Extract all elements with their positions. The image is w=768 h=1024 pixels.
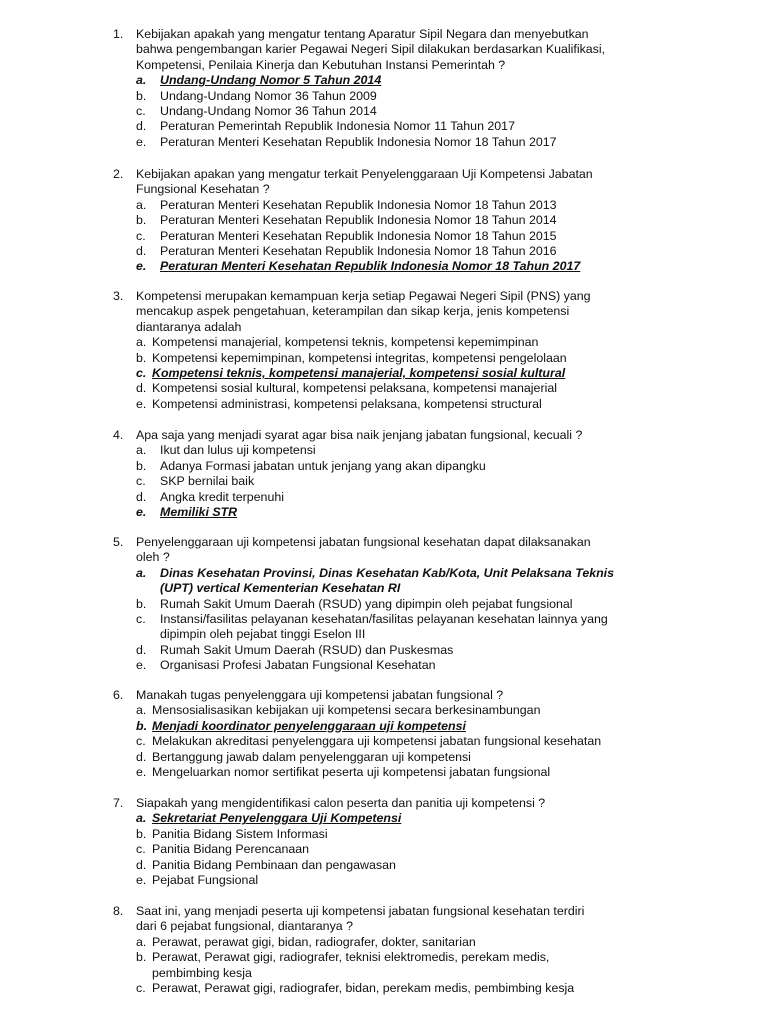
- option-a: a. Kompetensi manajerial, kompetensi teknis, kompetensi kepemimpinan: [136, 335, 539, 350]
- question-8: [113, 904, 673, 996]
- option-e: e. Kompetensi administrasi, kompetensi pelaksana, kompetensi structural: [136, 396, 542, 411]
- option-c: c. SKP bernilai baik: [136, 474, 255, 489]
- options-list: [136, 811, 673, 888]
- question-7: [113, 796, 673, 888]
- question-6: [113, 688, 673, 780]
- question-number: 6.: [113, 688, 124, 702]
- option-c: c. Instansi/fasilitas pelayanan kesehatan/fasilitas pelayanan kesehatan lainnya yang dipimpin oleh pejabat tinggi Eselon III: [136, 612, 608, 642]
- option-a: a. Perawat, perawat gigi, bidan, radiografer, dokter, sanitarian: [136, 934, 476, 949]
- question-4: [113, 428, 673, 520]
- option-a: a. Mensosialisasikan kebijakan uji kompetensi secara berkesinambungan: [136, 703, 541, 718]
- option-d: d. Peraturan Menteri Kesehatan Republik Indonesia Nomor 18 Tahun 2016: [136, 244, 557, 259]
- option-d: d. Bertanggung jawab dalam penyelenggaran uji kompetensi: [136, 749, 471, 764]
- question-number: 2.: [113, 167, 124, 181]
- option-e: e. Organisasi Profesi Jabatan Fungsional Kesehatan: [136, 658, 436, 673]
- options-list: [136, 443, 673, 520]
- option-c: c. Peraturan Menteri Kesehatan Republik Indonesia Nomor 18 Tahun 2015: [136, 228, 557, 243]
- question-number: 3.: [113, 289, 124, 303]
- option-a: a. Dinas Kesehatan Provinsi, Dinas Kesehatan Kab/Kota, Unit Pelaksana Teknis (UPT) vertical Kementerian Kesehatan RI: [136, 565, 615, 596]
- question-text: Kompetensi merupakan kemampuan kerja setiap Pegawai Negeri Sipil (PNS) yang mencakup aspek pengetahuan, keterampilan dan sikap kerja, jenis kompetensi diantaranya adalah: [136, 289, 591, 334]
- options-list: [136, 566, 673, 674]
- option-b: b. Kompetensi kepemimpinan, kompetensi integritas, kompetensi pengelolaan: [136, 350, 567, 365]
- question-2: [113, 167, 673, 275]
- option-e: e. Pejabat Fungsional: [136, 873, 259, 888]
- option-e: e. Peraturan Menteri Kesehatan Republik Indonesia Nomor 18 Tahun 2017: [136, 259, 581, 274]
- options-list: [136, 198, 673, 275]
- options-list: [136, 935, 673, 997]
- option-c: c. Panitia Bidang Perencanaan: [136, 842, 310, 857]
- question-text: Manakah tugas penyelenggara uji kompetensi jabatan fungsional ?: [136, 688, 504, 702]
- option-d: d. Peraturan Pemerintah Republik Indonesia Nomor 11 Tahun 2017: [136, 119, 515, 134]
- question-1: [113, 27, 673, 150]
- option-b: b. Peraturan Menteri Kesehatan Republik Indonesia Nomor 18 Tahun 2014: [136, 213, 557, 228]
- option-e: e. Memiliki STR: [136, 505, 238, 520]
- option-b: b. Panitia Bidang Sistem Informasi: [136, 826, 328, 841]
- question-3: [113, 289, 673, 412]
- option-c: c. Melakukan akreditasi penyelenggara uji kompetensi jabatan fungsional kesehatan: [136, 734, 602, 749]
- option-c: c. Undang-Undang Nomor 36 Tahun 2014: [136, 104, 377, 119]
- option-d: d. Panitia Bidang Pembinaan dan pengawasan: [136, 857, 396, 872]
- option-a: a. Ikut dan lulus uji kompetensi: [136, 443, 316, 458]
- question-5: [113, 535, 673, 674]
- option-d: d. Angka kredit terpenuhi: [136, 489, 284, 504]
- question-text: Saat ini, yang menjadi peserta uji kompetensi jabatan fungsional kesehatan terdiri dari 6 pejabat fungsional, diantaranya ?: [136, 904, 585, 934]
- question-number: 1.: [113, 27, 124, 41]
- option-d: d. Kompetensi sosial kultural, kompetensi pelaksana, kompetensi manajerial: [136, 381, 557, 396]
- option-b: b. Adanya Formasi jabatan untuk jenjang yang akan dipangku: [136, 458, 486, 473]
- option-e: e. Mengeluarkan nomor sertifikat peserta uji kompetensi jabatan fungsional: [136, 765, 551, 780]
- options-list: [136, 335, 673, 412]
- question-text: Penyelenggaraan uji kompetensi jabatan fungsional kesehatan dapat dilaksanakan oleh ?: [136, 535, 591, 565]
- option-c: c. Kompetensi teknis, kompetensi manajerial, kompetensi sosial kultural: [136, 366, 566, 381]
- question-number: 8.: [113, 904, 124, 918]
- question-text: Kebijakan apakah yang mengatur tentang Aparatur Sipil Negara dan menyebutkan bahwa pengembangan karier Pegawai Negeri Sipil dilakukan berdasarkan Kualifikasi, Kompetensi, Penilaia Kinerja dan Kebutuhan Instansi Pemerintah ?: [136, 27, 606, 72]
- option-a: a. Peraturan Menteri Kesehatan Republik Indonesia Nomor 18 Tahun 2013: [136, 197, 557, 212]
- question-number: 7.: [113, 796, 124, 810]
- option-b: b. Menjadi koordinator penyelenggaraan uji kompetensi: [136, 718, 466, 733]
- question-text: Apa saja yang menjadi syarat agar bisa naik jenjang jabatan fungsional, kecuali ?: [136, 428, 583, 442]
- question-text: Kebijakan apakan yang mengatur terkait Penyelenggaraan Uji Kompetensi Jabatan Fungsional Kesehatan ?: [136, 167, 593, 197]
- options-list: [136, 703, 673, 780]
- option-b: b. Rumah Sakit Umum Daerah (RSUD) yang dipimpin oleh pejabat fungsional: [136, 596, 573, 611]
- option-b: b. Undang-Undang Nomor 36 Tahun 2009: [136, 88, 377, 103]
- option-e: e. Peraturan Menteri Kesehatan Republik Indonesia Nomor 18 Tahun 2017: [136, 134, 557, 149]
- options-list: [136, 73, 673, 150]
- option-a: a. Sekretariat Penyelenggara Uji Kompetensi: [136, 811, 402, 826]
- option-b: b. Perawat, Perawat gigi, radiografer, teknisi elektromedis, perekam medis, pembimbing kesja: [136, 950, 550, 980]
- option-c: c. Perawat, Perawat gigi, radiografer, bidan, perekam medis, pembimbing kesja: [136, 981, 575, 996]
- option-a: a. Undang-Undang Nomor 5 Tahun 2014: [136, 73, 382, 88]
- question-number: 5.: [113, 535, 124, 549]
- option-d: d. Rumah Sakit Umum Daerah (RSUD) dan Puskesmas: [136, 642, 454, 657]
- question-text: Siapakah yang mengidentifikasi calon peserta dan panitia uji kompetensi ?: [136, 796, 546, 810]
- question-number: 4.: [113, 428, 124, 442]
